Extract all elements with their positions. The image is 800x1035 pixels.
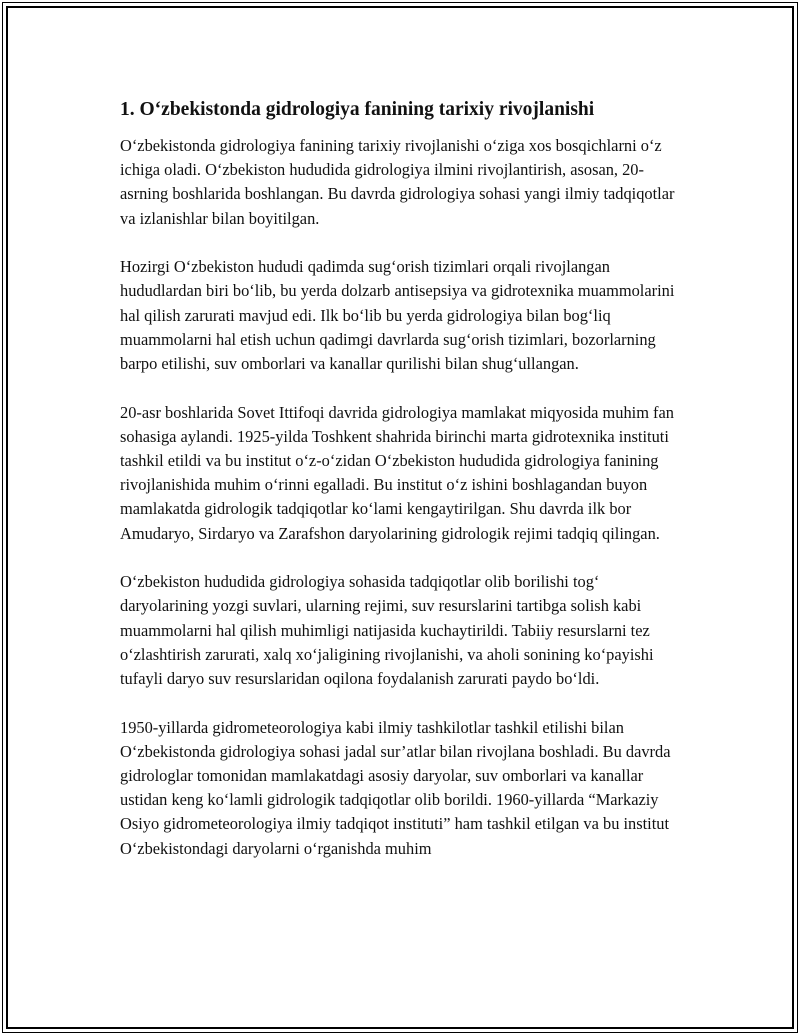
paragraph-3: 20-asr boshlarida Sovet Ittifoqi davrida gidrologiya mamlakat miqyosida muhim fan sohasiga aylandi. 1925-yilda Toshkent shahrida birinchi marta gidrotexnika instituti tashkil etildi va bu institut o‘z-o‘zidan O‘zbekiston hududida gidrologiya fanining rivojlanishida muhim o‘rinni egalladi. Bu institut o‘z ishini boshlagandan buyon mamlakatda gidrologik tadqiqotlar ko‘lami kengaytirilgan. Shu davrda ilk bor Amudaryo, Sirdaryo va Zarafshon daryolarining gidrologik rejimi tadqiq qilingan. bbox=[120, 402, 674, 543]
document-body bbox=[120, 97, 688, 885]
section-heading: 1. O‘zbekistonda gidrologiya fanining tarixiy rivojlanishi bbox=[120, 99, 595, 120]
document-page bbox=[2, 2, 798, 1033]
paragraph-2: Hozirgi O‘zbekiston hududi qadimda sug‘orish tizimlari orqali rivojlangan hududlardan biri bo‘lib, bu yerda dolzarb antisepsiya va gidrotexnika muammolarini hal qilish zarurati mavjud edi. Ilk bo‘lib bu yerda gidrologiya bilan bog‘liq muammolarni hal etish uchun qadimgi davrlarda sug‘orish tizimlari, bozorlarning barpo etilishi, suv omborlari va kanallar qurilishi bilan shug‘ullangan. bbox=[120, 257, 675, 374]
paragraph-5: 1950-yillarda gidrometeorologiya kabi ilmiy tashkilotlar tashkil etilishi bilan O‘zbekistonda gidrologiya sohasi jadal sur’atlar bilan rivojlana boshladi. Bu davrda gidrologlar tomonidan mamlakatdagi asosiy daryolar, suv omborlari va kanallar ustidan keng ko‘lamli gidrologik tadqiqotlar olib borildi. 1960-yillarda “Markaziy Osiyo gidrometeorologiya ilmiy tadqiqot instituti” ham tashkil etilgan va bu institut O‘zbekistondagi daryolarni o‘rganishda muhim bbox=[120, 717, 671, 858]
paragraph-4: O‘zbekiston hududida gidrologiya sohasida tadqiqotlar olib borilishi tog‘ daryolarining yozgi suvlari, ularning rejimi, suv resurslarini tartibga solish kabi muammolarni hal qilish muhimligi natijasida kuchaytirildi. Tabiiy resurslarni tez o‘zlashtirish zarurati, xalq xo‘jaligining rivojlanishi, va aholi sonining ko‘payishi tufayli daryo suv resurslaridan oqilona foydalanish zarurati paydo bo‘ldi. bbox=[120, 572, 654, 689]
paragraph-1: O‘zbekistonda gidrologiya fanining tarixiy rivojlanishi o‘ziga xos bosqichlarni o‘z ichiga oladi. O‘zbekiston hududida gidrologiya ilmini rivojlantirish, asosan, 20-asrning boshlarida boshlangan. Bu davrda gidrologiya sohasi yangi ilmiy tadqiqotlar va izlanishlar bilan boyitilgan. bbox=[120, 136, 675, 228]
